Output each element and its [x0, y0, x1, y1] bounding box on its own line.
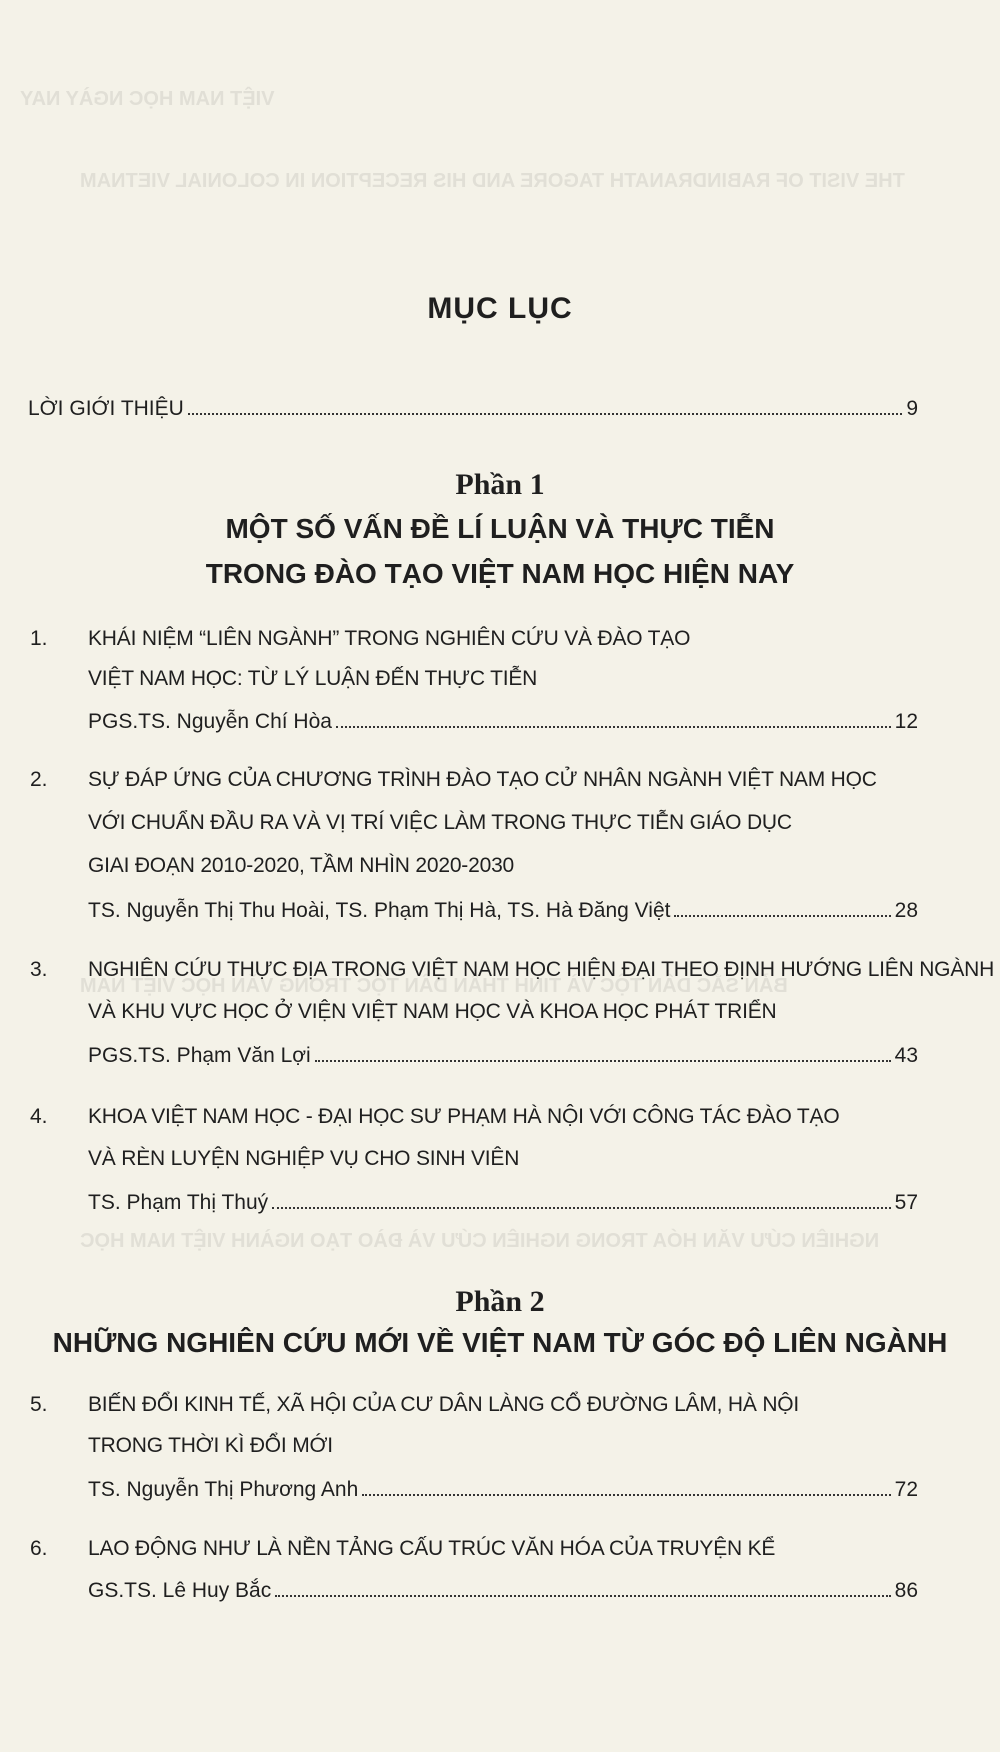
entry-title-line[interactable]: SỰ ĐÁP ỨNG CỦA CHƯƠNG TRÌNH ĐÀO TẠO CỬ NHÂN NGÀNH VIỆT NAM HỌC: [88, 768, 877, 791]
page-number: 57: [894, 1191, 918, 1214]
entry-title-line[interactable]: VÀ RÈN LUYỆN NGHIỆP VỤ CHO SINH VIÊN: [88, 1147, 520, 1170]
entry-title-line[interactable]: NGHIÊN CỨU THỰC ĐỊA TRONG VIỆT NAM HỌC HIỆN ĐẠI THEO ĐỊNH HƯỚNG LIÊN NGÀNH: [88, 958, 995, 981]
page-number: 28: [894, 899, 918, 922]
entry-number: 6.: [30, 1537, 48, 1560]
bleed-through-artifact: VIỆT NAM HỌC NGÀY NAY: [20, 88, 275, 110]
part-label: Phần 2: [455, 1285, 545, 1318]
bleed-through-artifact: NGHIÊN CỨU VĂN HÓA TRONG NGHIÊN CỨU VÀ ĐÀO TẠO NGÀNH VIỆT NAM HỌC: [80, 1230, 880, 1252]
entry-author: TS. Nguyễn Thị Phương Anh: [88, 1478, 359, 1501]
dot-leader: [188, 413, 902, 415]
entry-title-line[interactable]: KHÁI NIỆM “LIÊN NGÀNH” TRONG NGHIÊN CỨU VÀ ĐÀO TẠO: [88, 627, 691, 650]
toc-entry-author[interactable]: [88, 899, 918, 923]
dot-leader: [336, 726, 891, 728]
page-number: 12: [894, 710, 918, 733]
dot-leader: [362, 1494, 890, 1496]
entry-title-line[interactable]: TRONG THỜI KÌ ĐỔI MỚI: [88, 1434, 333, 1457]
entry-number: 4.: [30, 1105, 48, 1128]
entry-author: TS. Nguyễn Thị Thu Hoài, TS. Phạm Thị Hà, TS. Hà Đăng Việt: [88, 899, 671, 922]
toc-entry-author[interactable]: [88, 1478, 918, 1502]
entry-title-line[interactable]: VÀ KHU VỰC HỌC Ở VIỆN VIỆT NAM HỌC VÀ KHOA HỌC PHÁT TRIỂN: [88, 1000, 777, 1023]
entry-number: 1.: [30, 627, 48, 650]
entry-author: PGS.TS. Nguyễn Chí Hòa: [88, 710, 332, 733]
page-number: 43: [894, 1044, 918, 1067]
bleed-through-artifact: THE VISIT OF RABINDRANATH TAGORE AND HIS RECEPTION IN COLONIAL VIETNAM: [80, 170, 905, 192]
entry-title-line[interactable]: BIẾN ĐỔI KINH TẾ, XÃ HỘI CỦA CƯ DÂN LÀNG CỔ ĐƯỜNG LÂM, HÀ NỘI: [88, 1393, 800, 1416]
dot-leader: [272, 1207, 891, 1209]
entry-author: GS.TS. Lê Huy Bắc: [88, 1579, 272, 1602]
intro-label: LỜI GIỚI THIỆU: [28, 397, 184, 420]
entry-title-line[interactable]: KHOA VIỆT NAM HỌC - ĐẠI HỌC SƯ PHẠM HÀ NỘI VỚI CÔNG TÁC ĐÀO TẠO: [88, 1105, 840, 1128]
dot-leader: [275, 1595, 890, 1597]
toc-entry-author[interactable]: [88, 1044, 918, 1068]
toc-entry-author[interactable]: [88, 710, 918, 734]
dot-leader: [315, 1060, 891, 1062]
entry-title-line[interactable]: VỚI CHUẨN ĐẦU RA VÀ VỊ TRÍ VIỆC LÀM TRONG THỰC TIỄN GIÁO DỤC: [88, 811, 792, 834]
part-title: MỘT SỐ VẤN ĐỀ LÍ LUẬN VÀ THỰC TIỄN: [225, 513, 775, 544]
entry-author: PGS.TS. Phạm Văn Lợi: [88, 1044, 311, 1067]
part-title: NHỮNG NGHIÊN CỨU MỚI VỀ VIỆT NAM TỪ GÓC ĐỘ LIÊN NGÀNH: [52, 1327, 948, 1358]
entry-title-line[interactable]: VIỆT NAM HỌC: TỪ LÝ LUẬN ĐẾN THỰC TIỄN: [88, 667, 538, 690]
page-number: 9: [906, 397, 918, 420]
toc-entry-author[interactable]: [88, 1579, 918, 1603]
entry-title-line[interactable]: LAO ĐỘNG NHƯ LÀ NỀN TẢNG CẤU TRÚC VĂN HÓA CỦA TRUYỆN KỂ: [88, 1537, 776, 1560]
toc-entry-intro[interactable]: [28, 397, 918, 421]
dot-leader: [674, 915, 890, 917]
page-title: MỤC LỤC: [427, 292, 573, 325]
entry-number: 5.: [30, 1393, 48, 1416]
part-title: TRONG ĐÀO TẠO VIỆT NAM HỌC HIỆN NAY: [205, 558, 795, 589]
toc-entry-author[interactable]: [88, 1191, 918, 1215]
bleed-through-artifact: BẢN SẮC DÂN TỘC VÀ TINH THẦN DÂN TỘC TRONG VĂN HỌC VIỆT NAM: [80, 975, 788, 997]
entry-number: 3.: [30, 958, 48, 981]
entry-number: 2.: [30, 768, 48, 791]
page-number: 72: [894, 1478, 918, 1501]
entry-author: TS. Phạm Thị Thuý: [88, 1191, 269, 1214]
entry-title-line[interactable]: GIAI ĐOẠN 2010-2020, TẦM NHÌN 2020-2030: [88, 854, 515, 877]
part-label: Phần 1: [455, 468, 545, 501]
page-number: 86: [894, 1579, 918, 1602]
